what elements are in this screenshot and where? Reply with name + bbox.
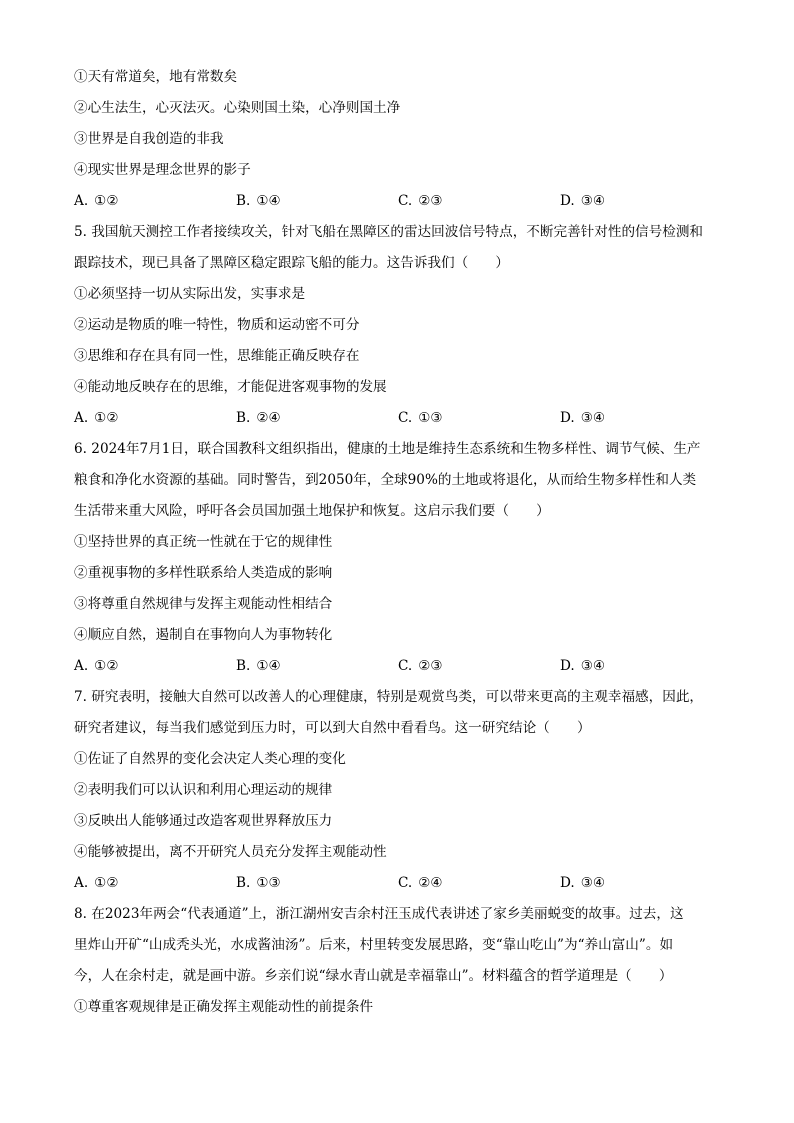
- option-letter: A.: [74, 193, 89, 209]
- question-stem: 7. 研究表明，接触大自然可以改善人的心理健康，特别是观赏鸟类，可以带来更高的主观幸福感，因此，: [74, 689, 704, 705]
- option-text: ①④: [256, 193, 281, 209]
- option-letter: B.: [236, 193, 251, 209]
- question-4-tail: [74, 62, 722, 217]
- option-a: [74, 868, 236, 899]
- option-text: ①②: [94, 410, 119, 426]
- statement: ②表明我们可以认识和利用心理运动的规律: [74, 782, 333, 798]
- option-b: [236, 868, 398, 899]
- statement: ③将尊重自然规律与发挥主观能动性相结合: [74, 596, 333, 612]
- option-text: ②③: [418, 193, 443, 209]
- statement: ④现实世界是理念世界的影子: [74, 162, 251, 178]
- statement: ①尊重客观规律是正确发挥主观能动性的前提条件: [74, 999, 374, 1015]
- question-stem: 5. 我国航天测控工作者接续攻关，针对飞船在黑障区的雷达回波信号特点，不断完善针对性的信号检测和: [74, 224, 704, 240]
- option-c: [398, 651, 560, 682]
- question-stem: 里炸山开矿“山成秃头光，水成酱油汤”。后来，村里转变发展思路，变“靠山吃山”为“养山富山”。如: [74, 937, 674, 953]
- option-d: [560, 868, 722, 899]
- statement: ④能够被提出，离不开研究人员充分发挥主观能动性: [74, 844, 387, 860]
- question-stem: 8. 在2023年两会“代表通道”上，浙江湖州安吉余村汪玉成代表讲述了家乡美丽蜕变的故事。过去，这: [74, 906, 684, 922]
- option-c: [398, 186, 560, 217]
- option-text: ①③: [418, 410, 443, 426]
- option-b: [236, 403, 398, 434]
- question-stem: 粮食和净化水资源的基础。同时警告，到2050年，全球90%的土地或将退化，从而给生物多样性和人类: [74, 472, 697, 488]
- option-letter: C.: [398, 193, 413, 209]
- option-text: ③④: [580, 875, 606, 891]
- question-stem: 今，人在余村走，就是画中游。乡亲们说“绿水青山就是幸福靠山”。材料蕴含的哲学道理是（ ）: [74, 968, 673, 984]
- question-8: [74, 899, 722, 1023]
- option-letter: D.: [560, 658, 575, 674]
- option-letter: D.: [560, 193, 575, 209]
- answer-options: [74, 186, 722, 217]
- option-letter: C.: [398, 875, 413, 891]
- statement: ②心生法生，心灭法灭。心染则国土染，心净则国土净: [74, 100, 401, 116]
- answer-options: [74, 403, 722, 434]
- option-letter: D.: [560, 875, 575, 891]
- option-letter: B.: [236, 658, 251, 674]
- option-c: [398, 403, 560, 434]
- question-stem: 6. 2024年7月1日，联合国教科文组织指出，健康的土地是维持生态系统和生物多样性、调节气候、生产: [74, 441, 701, 457]
- answer-options: [74, 651, 722, 682]
- option-a: [74, 186, 236, 217]
- option-text: ③④: [580, 410, 606, 426]
- statement: ②重视事物的多样性联系给人类造成的影响: [74, 565, 333, 581]
- option-text: ①②: [94, 658, 119, 674]
- question-6: [74, 434, 722, 682]
- statement: ③世界是自我创造的非我: [74, 131, 224, 147]
- option-letter: C.: [398, 658, 413, 674]
- option-letter: A.: [74, 658, 89, 674]
- option-text: ①②: [94, 875, 119, 891]
- statement: ①天有常道矣，地有常数矣: [74, 69, 238, 85]
- option-b: [236, 186, 398, 217]
- option-c: [398, 868, 560, 899]
- statement: ③思维和存在具有同一性，思维能正确反映存在: [74, 348, 360, 364]
- question-stem: 生活带来重大风险，呼吁各会员国加强土地保护和恢复。这启示我们要（ ）: [74, 503, 550, 519]
- statement: ①佐证了自然界的变化会决定人类心理的变化: [74, 751, 346, 767]
- option-letter: B.: [236, 410, 251, 426]
- exam-page: [74, 62, 722, 1023]
- option-text: ②③: [418, 658, 443, 674]
- option-text: ①④: [256, 658, 281, 674]
- option-letter: D.: [560, 410, 575, 426]
- option-text: ③④: [580, 193, 606, 209]
- answer-options: [74, 868, 722, 899]
- option-d: [560, 651, 722, 682]
- statement: ①必须坚持一切从实际出发，实事求是: [74, 286, 306, 302]
- option-d: [560, 186, 722, 217]
- option-text: ①③: [256, 875, 281, 891]
- statement: ①坚持世界的真正统一性就在于它的规律性: [74, 534, 333, 550]
- option-d: [560, 403, 722, 434]
- statement: ②运动是物质的唯一特性，物质和运动密不可分: [74, 317, 360, 333]
- option-a: [74, 651, 236, 682]
- option-text: ②④: [256, 410, 281, 426]
- option-letter: C.: [398, 410, 413, 426]
- statement: ④能动地反映存在的思维，才能促进客观事物的发展: [74, 379, 387, 395]
- option-letter: A.: [74, 410, 89, 426]
- option-letter: B.: [236, 875, 251, 891]
- question-stem: 跟踪技术，现已具备了黑障区稳定跟踪飞船的能力。这告诉我们（ ）: [74, 255, 509, 271]
- statement: ③反映出人能够通过改造客观世界释放压力: [74, 813, 333, 829]
- statement: ④顺应自然，遏制自在事物向人为事物转化: [74, 627, 333, 643]
- option-text: ①②: [94, 193, 119, 209]
- option-text: ②④: [418, 875, 443, 891]
- option-text: ③④: [580, 658, 606, 674]
- option-b: [236, 651, 398, 682]
- option-letter: A.: [74, 875, 89, 891]
- question-stem: 研究者建议，每当我们感觉到压力时，可以到大自然中看看鸟。这一研究结论（ ）: [74, 720, 591, 736]
- question-5: [74, 217, 722, 434]
- option-a: [74, 403, 236, 434]
- question-7: [74, 682, 722, 899]
